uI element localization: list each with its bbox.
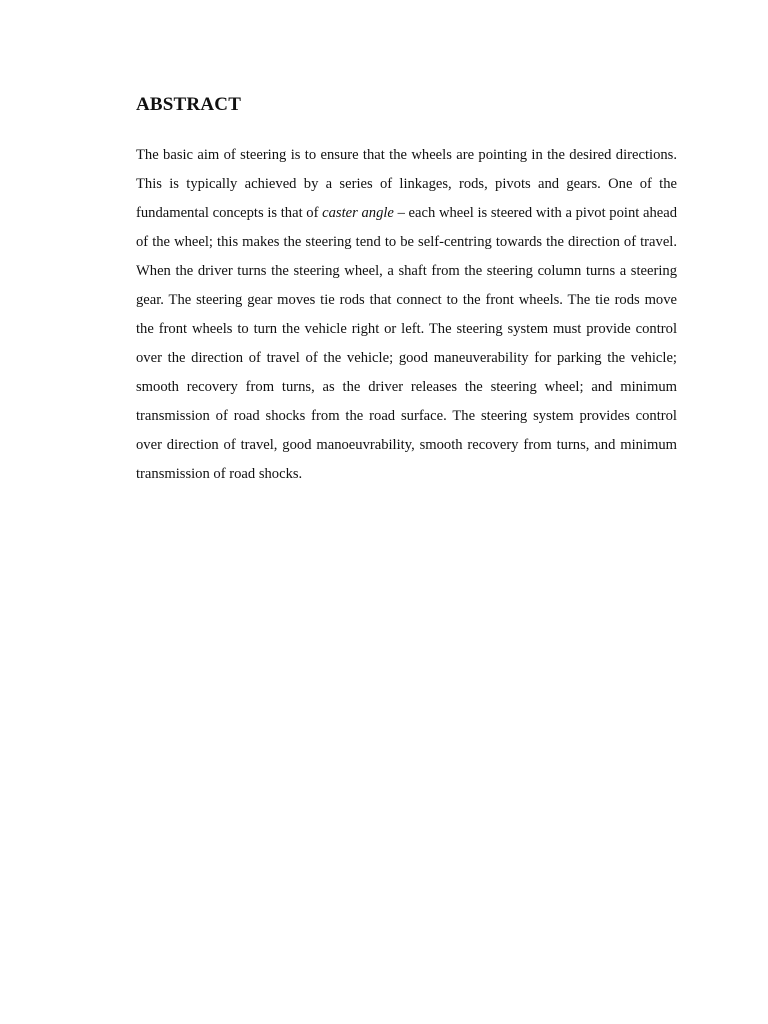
abstract-text-part-2: – each wheel is steered with a pivot point ahead of the wheel; this makes the steering tend to be self-centring towards the direction of travel. When the driver turns the steering wheel, a shaft from the steering column turns a steering gear. The steering gear moves tie rods that connect to the front wheels. The tie rods move the front wheels to turn the vehicle right or left. The steering system must provide control over the direction of travel of the vehicle; good maneuverability for parking the vehicle; smooth recovery from turns, as the driver releases the steering wheel; and minimum transmission of road shocks from the road surface. The steering system provides control over direction of travel, good manoeuvrability, smooth recovery from turns, and minimum transmission of road shocks.: [136, 205, 677, 482]
abstract-text-part-1: The basic aim of steering is to ensure that the wheels are pointing in the desired directions. This is typically achieved by a series of linkages, rods, pivots and gears. One of the fundamental concepts is that of: [136, 147, 677, 221]
abstract-paragraph: [136, 141, 677, 489]
abstract-heading: ABSTRACT: [136, 94, 242, 115]
caster-angle-term: caster angle: [322, 205, 394, 221]
